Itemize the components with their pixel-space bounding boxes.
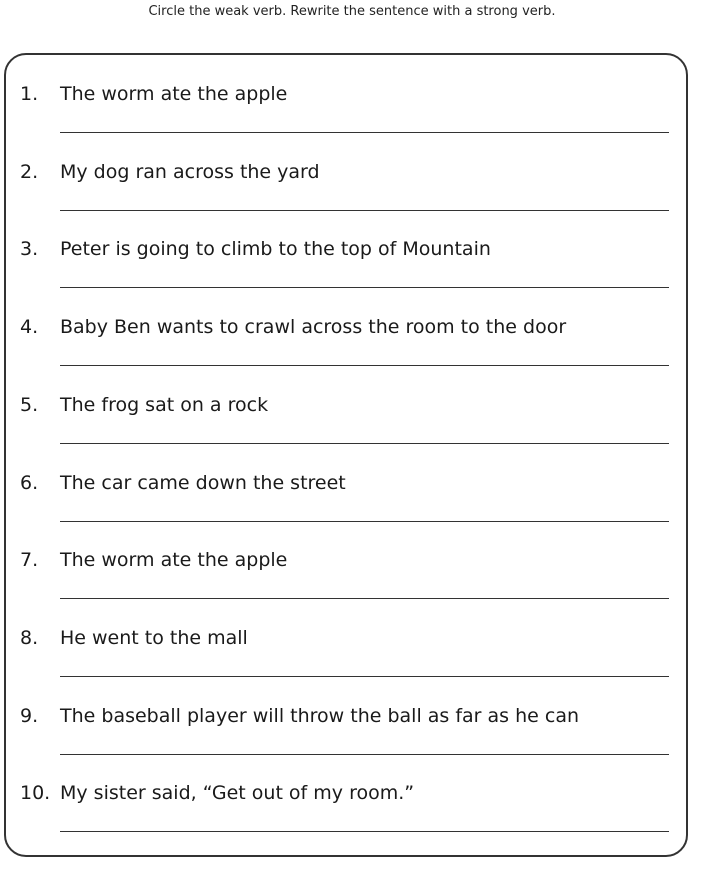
answer-line[interactable] xyxy=(60,365,669,366)
answer-line[interactable] xyxy=(60,210,669,211)
question-text: The frog sat on a rock xyxy=(60,393,269,416)
question-number: 4. xyxy=(20,316,39,339)
question-text: Baby Ben wants to crawl across the room to the door xyxy=(60,316,567,339)
exercise-item xyxy=(20,782,680,873)
question-number: 10. xyxy=(20,782,51,805)
instructions: Circle the weak verb. Rewrite the sentence with a strong verb. xyxy=(148,4,556,19)
question-number: 7. xyxy=(20,549,39,572)
question-text: The worm ate the apple xyxy=(60,549,288,572)
question-text: My dog ran across the yard xyxy=(60,160,320,183)
question-number: 3. xyxy=(20,238,39,261)
answer-line[interactable] xyxy=(60,287,669,288)
question-number: 5. xyxy=(20,393,39,416)
question xyxy=(20,238,491,260)
answer-line[interactable] xyxy=(60,598,669,599)
question-number: 6. xyxy=(20,471,39,494)
question-text: Peter is going to climb to the top of Mountain xyxy=(60,238,491,261)
question xyxy=(20,83,287,105)
answer-line[interactable] xyxy=(60,443,669,444)
question xyxy=(20,472,346,494)
question-number: 9. xyxy=(20,704,39,727)
question-number: 2. xyxy=(20,160,39,183)
answer-line[interactable] xyxy=(60,831,669,832)
question-text: He went to the mall xyxy=(60,626,248,649)
question xyxy=(20,549,287,571)
question-text: The worm ate the apple xyxy=(60,83,288,105)
question xyxy=(20,705,579,727)
question xyxy=(20,161,320,183)
question-number: 8. xyxy=(20,626,39,649)
answer-line[interactable] xyxy=(60,132,669,133)
question-text: The car came down the street xyxy=(60,471,346,494)
question xyxy=(20,394,268,416)
answer-line[interactable] xyxy=(60,521,669,522)
question-text: The baseball player will throw the ball as far as he can xyxy=(60,704,580,727)
question-number: 1. xyxy=(20,83,39,105)
answer-line[interactable] xyxy=(60,754,669,755)
question xyxy=(20,316,566,338)
question-text: My sister said, “Get out of my room.” xyxy=(60,782,415,805)
answer-line[interactable] xyxy=(60,676,669,677)
question xyxy=(20,627,248,649)
question xyxy=(20,782,414,804)
